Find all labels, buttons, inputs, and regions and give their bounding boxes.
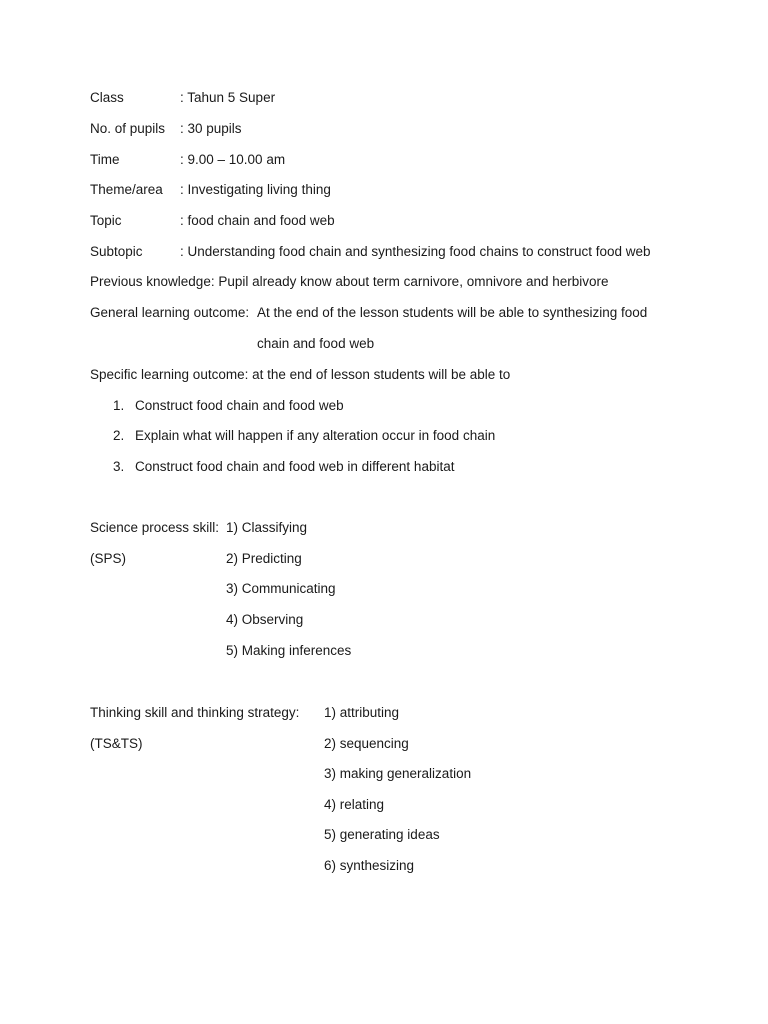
sps-item: 1) Classifying	[226, 520, 308, 535]
subtopic-value: : Understanding food chain and synthesizing food chains to construct food web	[180, 244, 651, 259]
sps-item: 4) Observing	[226, 612, 304, 627]
topic-label: Topic	[90, 213, 122, 228]
general-outcome-label: General learning outcome:	[90, 305, 250, 320]
time-label: Time	[90, 152, 120, 167]
tsts-abbrev: (TS&TS)	[90, 736, 143, 751]
tsts-item: 1) attributing	[324, 705, 400, 720]
outcome-item: Construct food chain and food web	[135, 398, 344, 413]
tsts-item: 3) making generalization	[324, 766, 472, 781]
specific-outcome-intro: Specific learning outcome: at the end of lesson students will be able to	[90, 367, 511, 382]
sps-item: 2) Predicting	[226, 551, 302, 566]
general-outcome-line-1: At the end of the lesson students will be able to synthesizing food	[257, 305, 648, 320]
class-label: Class	[90, 90, 124, 105]
class-value: : Tahun 5 Super	[180, 90, 276, 105]
tsts-item: 5) generating ideas	[324, 827, 440, 842]
tsts-item: 6) synthesizing	[324, 858, 415, 873]
tsts-item: 4) relating	[324, 797, 385, 812]
tsts-label: Thinking skill and thinking strategy:	[90, 705, 300, 720]
outcome-number: 3.	[113, 459, 125, 474]
theme-value: : Investigating living thing	[180, 182, 331, 197]
time-value: : 9.00 – 10.00 am	[180, 152, 286, 167]
subtopic-label: Subtopic	[90, 244, 143, 259]
outcome-item: Explain what will happen if any alteration occur in food chain	[135, 428, 496, 443]
sps-item: 5) Making inferences	[226, 643, 352, 658]
topic-value: : food chain and food web	[180, 213, 335, 228]
sps-label: Science process skill:	[90, 520, 220, 535]
pupils-label: No. of pupils	[90, 121, 166, 136]
sps-item: 3) Communicating	[226, 581, 336, 596]
outcome-item: Construct food chain and food web in different habitat	[135, 459, 455, 474]
general-outcome-line-2: chain and food web	[257, 336, 375, 351]
theme-label: Theme/area	[90, 182, 163, 197]
tsts-item: 2) sequencing	[324, 736, 409, 751]
sps-abbrev: (SPS)	[90, 551, 127, 566]
pupils-value: : 30 pupils	[180, 121, 242, 136]
outcome-number: 1.	[113, 398, 125, 413]
outcome-number: 2.	[113, 428, 125, 443]
previous-knowledge: Previous knowledge: Pupil already know about term carnivore, omnivore and herbivore	[90, 274, 609, 289]
